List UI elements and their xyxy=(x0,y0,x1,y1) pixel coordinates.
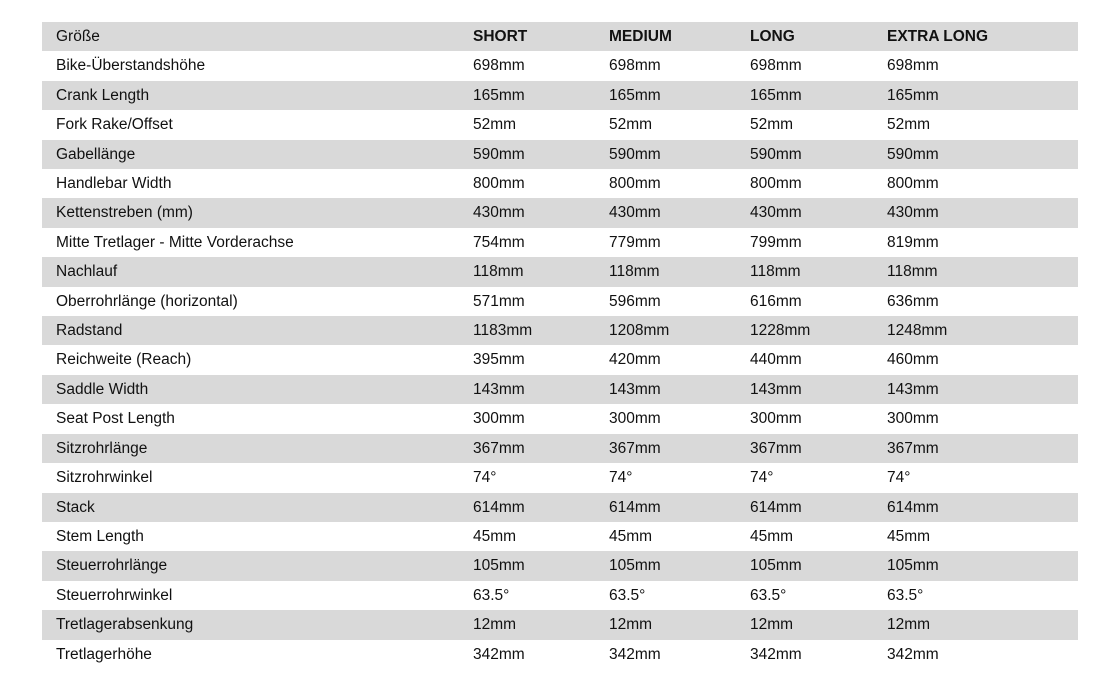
row-label: Mitte Tretlager - Mitte Vorderachse xyxy=(56,233,294,251)
value-long: 143mm xyxy=(750,375,887,404)
table-row xyxy=(42,257,1078,286)
value-long: 799mm xyxy=(750,233,802,251)
value-long: 614mm xyxy=(750,493,887,522)
value-long: 800mm xyxy=(750,175,802,193)
value-long: 12mm xyxy=(750,610,887,639)
value-medium: 118mm xyxy=(609,257,750,286)
value-extra-long: 367mm xyxy=(887,434,1078,463)
value-extra-long: 819mm xyxy=(887,233,939,251)
value-short: 52mm xyxy=(473,116,517,134)
value-long: 616mm xyxy=(750,292,802,310)
row-label: Steuerrohrlänge xyxy=(42,551,473,580)
value-extra-long: 614mm xyxy=(887,493,1078,522)
row-label: Steuerrohrwinkel xyxy=(56,586,173,604)
table-row xyxy=(42,463,1078,492)
value-short: 45mm xyxy=(473,527,517,545)
value-short: 118mm xyxy=(473,257,609,286)
value-extra-long: 430mm xyxy=(887,198,1078,227)
value-extra-long: 45mm xyxy=(887,527,931,545)
value-extra-long: 342mm xyxy=(887,645,939,663)
table-row xyxy=(42,169,1078,198)
value-short: 74° xyxy=(473,469,497,487)
value-extra-long: 63.5° xyxy=(887,586,924,604)
row-label: Nachlauf xyxy=(42,257,473,286)
table-row xyxy=(42,287,1078,316)
table-row xyxy=(42,522,1078,551)
row-label: Bike-Überstandshöhe xyxy=(56,57,206,75)
value-long: 165mm xyxy=(750,81,887,110)
value-medium: 1208mm xyxy=(609,316,750,345)
value-medium: 45mm xyxy=(609,527,653,545)
value-extra-long: 590mm xyxy=(887,140,1078,169)
value-medium: 590mm xyxy=(609,140,750,169)
value-extra-long: 143mm xyxy=(887,375,1078,404)
table-body xyxy=(42,51,1078,669)
table-row xyxy=(42,198,1078,227)
value-short: 800mm xyxy=(473,175,525,193)
value-long: 342mm xyxy=(750,645,802,663)
value-extra-long: 300mm xyxy=(887,410,939,428)
table-row xyxy=(42,375,1078,404)
value-extra-long: 636mm xyxy=(887,292,939,310)
row-label: Tretlagerhöhe xyxy=(56,645,152,663)
value-medium: 143mm xyxy=(609,375,750,404)
table-row xyxy=(42,640,1078,669)
value-long: 63.5° xyxy=(750,586,787,604)
table-row xyxy=(42,110,1078,139)
value-medium: 596mm xyxy=(609,292,661,310)
table-row xyxy=(42,81,1078,110)
value-extra-long: 105mm xyxy=(887,551,1078,580)
value-short: 165mm xyxy=(473,81,609,110)
table-row xyxy=(42,140,1078,169)
value-long: 590mm xyxy=(750,140,887,169)
value-short: 590mm xyxy=(473,140,609,169)
value-short: 430mm xyxy=(473,198,609,227)
row-label: Kettenstreben (mm) xyxy=(42,198,473,227)
value-short: 143mm xyxy=(473,375,609,404)
value-extra-long: 460mm xyxy=(887,351,939,369)
value-extra-long: 165mm xyxy=(887,81,1078,110)
value-short: 614mm xyxy=(473,493,609,522)
table-row xyxy=(42,51,1078,80)
table-row xyxy=(42,581,1078,610)
header-extra-long: EXTRA LONG xyxy=(887,22,1078,51)
value-medium: 779mm xyxy=(609,233,661,251)
value-short: 342mm xyxy=(473,645,525,663)
header-long: LONG xyxy=(750,22,887,51)
row-label: Stack xyxy=(42,493,473,522)
value-long: 1228mm xyxy=(750,316,887,345)
value-long: 430mm xyxy=(750,198,887,227)
row-label: Sitzrohrwinkel xyxy=(56,469,153,487)
table-row xyxy=(42,610,1078,639)
row-label: Gabellänge xyxy=(42,140,473,169)
value-medium: 74° xyxy=(609,469,633,487)
table-row xyxy=(42,228,1078,257)
value-short: 395mm xyxy=(473,351,525,369)
value-short: 367mm xyxy=(473,434,609,463)
geometry-table xyxy=(42,22,1078,669)
row-label: Crank Length xyxy=(42,81,473,110)
value-long: 300mm xyxy=(750,410,802,428)
table-row xyxy=(42,345,1078,374)
value-extra-long: 74° xyxy=(887,469,911,487)
row-label: Tretlagerabsenkung xyxy=(42,610,473,639)
value-extra-long: 118mm xyxy=(887,257,1078,286)
row-label: Sitzrohrlänge xyxy=(42,434,473,463)
value-medium: 342mm xyxy=(609,645,661,663)
value-medium: 63.5° xyxy=(609,586,646,604)
value-medium: 300mm xyxy=(609,410,661,428)
value-short: 754mm xyxy=(473,233,525,251)
value-short: 12mm xyxy=(473,610,609,639)
value-extra-long: 52mm xyxy=(887,116,931,134)
header-medium: MEDIUM xyxy=(609,22,750,51)
value-extra-long: 698mm xyxy=(887,57,939,75)
value-extra-long: 1248mm xyxy=(887,316,1078,345)
row-label: Radstand xyxy=(42,316,473,345)
row-label: Stem Length xyxy=(56,527,144,545)
value-long: 118mm xyxy=(750,257,887,286)
header-short: SHORT xyxy=(473,22,609,51)
value-long: 52mm xyxy=(750,116,794,134)
value-medium: 420mm xyxy=(609,351,661,369)
value-extra-long: 800mm xyxy=(887,175,939,193)
value-long: 698mm xyxy=(750,57,802,75)
value-long: 367mm xyxy=(750,434,887,463)
row-label: Handlebar Width xyxy=(56,175,172,193)
value-short: 571mm xyxy=(473,292,525,310)
value-short: 698mm xyxy=(473,57,525,75)
value-short: 1183mm xyxy=(473,316,609,345)
row-label: Reichweite (Reach) xyxy=(56,351,192,369)
value-medium: 367mm xyxy=(609,434,750,463)
value-medium: 614mm xyxy=(609,493,750,522)
table-row xyxy=(42,404,1078,433)
table-header-row xyxy=(42,22,1078,51)
value-extra-long: 12mm xyxy=(887,610,1078,639)
value-long: 105mm xyxy=(750,551,887,580)
value-long: 74° xyxy=(750,469,774,487)
table-row xyxy=(42,316,1078,345)
table-row xyxy=(42,434,1078,463)
value-short: 63.5° xyxy=(473,586,510,604)
value-medium: 105mm xyxy=(609,551,750,580)
value-medium: 698mm xyxy=(609,57,661,75)
row-label: Seat Post Length xyxy=(56,410,175,428)
value-medium: 165mm xyxy=(609,81,750,110)
header-size-label: Größe xyxy=(42,22,473,51)
table-row xyxy=(42,551,1078,580)
value-medium: 430mm xyxy=(609,198,750,227)
row-label: Oberrohrlänge (horizontal) xyxy=(56,292,238,310)
value-medium: 52mm xyxy=(609,116,653,134)
value-short: 300mm xyxy=(473,410,525,428)
value-medium: 12mm xyxy=(609,610,750,639)
row-label: Saddle Width xyxy=(42,375,473,404)
value-long: 45mm xyxy=(750,527,794,545)
value-medium: 800mm xyxy=(609,175,661,193)
value-short: 105mm xyxy=(473,551,609,580)
table-row xyxy=(42,493,1078,522)
row-label: Fork Rake/Offset xyxy=(56,116,173,134)
value-long: 440mm xyxy=(750,351,802,369)
